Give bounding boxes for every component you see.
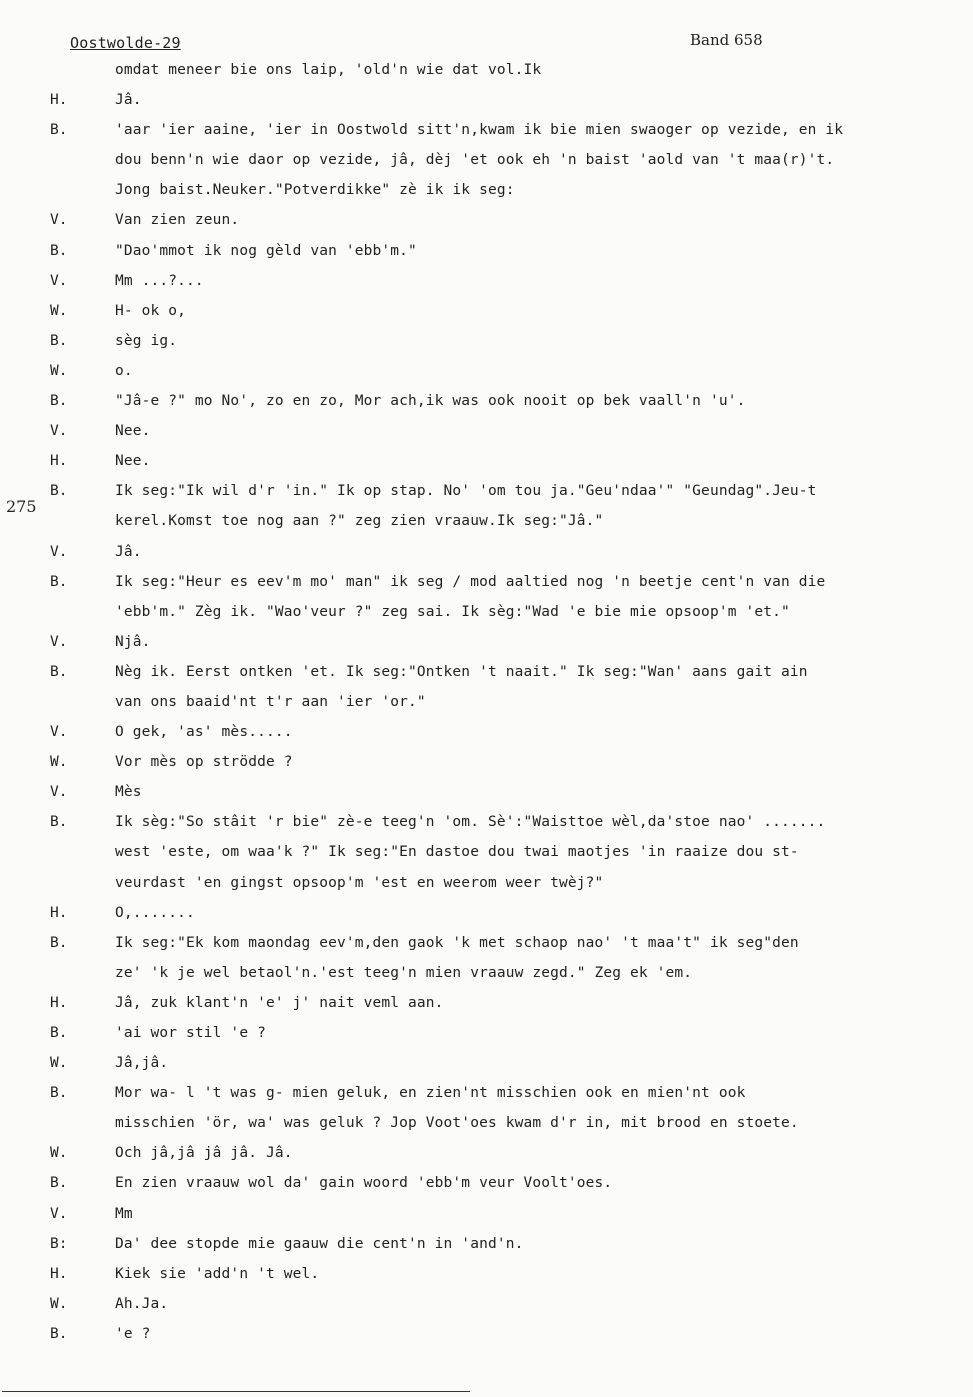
speaker-label: W. (50, 302, 68, 319)
transcript-line (0, 632, 973, 662)
utterance-text: 'e ? (115, 1325, 151, 1342)
utterance-text: sèg ig. (115, 332, 178, 349)
speaker-label: V. (50, 1205, 68, 1222)
speaker-label: H. (50, 1265, 68, 1282)
footer-rule (2, 1391, 470, 1392)
speaker-label: B. (50, 393, 68, 410)
transcript-line (0, 963, 973, 993)
margin-line-number: 275 (6, 497, 37, 516)
speaker-label: B. (50, 1025, 68, 1041)
utterance-text: Nèg ik. Eerst ontken 'et. Ik seg:"Ontken 't naait." Ik seg:"Wan' aans gait ain (115, 663, 808, 680)
speaker-label: B. (50, 332, 68, 349)
utterance-text: Jâ, zuk klant'n 'e' j' nait veml aan. (115, 994, 444, 1011)
speaker-label: W. (50, 362, 68, 379)
utterance-text: ze' 'k je wel betaol'n.'est teeg'n mien vraauw zegd." Zeg ek 'em. (115, 964, 693, 981)
transcript-line (0, 481, 973, 511)
utterance-text: Ik seg:"Ik wil d'r 'in." Ik op stap. No' 'om tou ja."Geu'ndaa'" "Geundag".Jeu-t (115, 483, 817, 500)
speaker-label: B: (50, 1235, 68, 1252)
utterance-text: En zien vraauw wol da' gain woord 'ebb'm veur Voolt'oes. (115, 1175, 613, 1192)
transcript-line (0, 361, 973, 391)
transcript-line (0, 933, 973, 963)
speaker-label: B. (50, 122, 68, 139)
utterance-text: Jâ,jâ. (115, 1055, 169, 1072)
transcript-line (0, 873, 973, 903)
transcript-line (0, 572, 973, 602)
speaker-label: B. (50, 1085, 68, 1102)
transcript-line (0, 391, 973, 421)
transcript-line (0, 812, 973, 842)
utterance-text: o. (115, 362, 133, 379)
transcript-line (0, 241, 973, 271)
speaker-label: V. (50, 543, 68, 560)
utterance-text: O,....... (115, 904, 195, 921)
transcript-line (0, 1173, 973, 1203)
transcript-line (0, 150, 973, 180)
speaker-label: W. (50, 1055, 68, 1072)
speaker-label: H. (50, 453, 68, 470)
speaker-label: V. (50, 633, 68, 650)
utterance-text: Jâ. (115, 543, 142, 560)
transcript-line (0, 662, 973, 692)
transcript-line (0, 301, 973, 331)
utterance-text: 'ebb'm." Zèg ik. "Wao'veur ?" zeg sai. Ik sèg:"Wad 'e bie mie opsoop'm 'et." (115, 603, 790, 620)
transcript-line (0, 782, 973, 812)
utterance-text: Jâ. (115, 92, 142, 109)
transcript-line (0, 180, 973, 210)
transcript-line (0, 542, 973, 572)
speaker-label: W. (50, 1145, 68, 1162)
utterance-text: Och jâ,jâ jâ jâ. Jâ. (115, 1145, 293, 1162)
speaker-label: V. (50, 423, 68, 440)
utterance-text: O gek, 'as' mès..... (115, 724, 293, 741)
tape-number: Band 658 (690, 31, 763, 49)
utterance-text: 'aar 'ier aaine, 'ier in Oostwold sitt'n,kwam ik bie mien swaoger op vezide, en ik (115, 122, 844, 139)
utterance-text: Mm (115, 1205, 133, 1222)
transcript-line (0, 1204, 973, 1234)
utterance-text: misschien 'ör, wa' was geluk ? Jop Voot'oes kwam d'r in, mit brood en stoete. (115, 1115, 799, 1132)
speaker-label: W. (50, 754, 68, 771)
transcript-line (0, 60, 973, 90)
speaker-label: B. (50, 1175, 68, 1192)
speaker-label: B. (50, 483, 68, 500)
utterance-text: Njâ. (115, 633, 151, 650)
utterance-text: Da' dee stopde mie gaauw die cent'n in 'and'n. (115, 1235, 524, 1252)
utterance-text: omdat meneer bie ons laip, 'old'n wie dat vol.Ik (115, 62, 542, 78)
transcript-line (0, 752, 973, 782)
utterance-text: Ik seg:"Ek kom maondag eev'm,den gaok 'k met schaop nao' 't maa't" ik seg"den (115, 934, 799, 951)
utterance-text: "Jâ-e ?" mo No', zo en zo, Mor ach,ik was ook nooit op bek vaall'n 'u'. (115, 393, 746, 410)
utterance-text: H- ok o, (115, 302, 187, 319)
utterance-text: Nee. (115, 423, 151, 440)
utterance-text: dou benn'n wie daor op vezide, jâ, dèj 'et ook eh 'n baist 'aold van 't maa(r)'t. (115, 152, 835, 169)
utterance-text: "Dao'mmot ik nog gèld van 'ebb'm." (115, 242, 417, 259)
speaker-label: B. (50, 814, 68, 831)
transcript-line (0, 331, 973, 361)
speaker-label: H. (50, 904, 68, 921)
transcript-line (0, 842, 973, 872)
utterance-text: Ik sèg:"So stâit 'r bie" zè-e teeg'n 'om. Sè':"Waisttoe wèl,da'stoe nao' ....... (115, 814, 826, 831)
utterance-text: kerel.Komst toe nog aan ?" zeg zien vraauw.Ik seg:"Jâ." (115, 513, 604, 530)
utterance-text: veurdast 'en gingst opsoop'm 'est en weerom weer twèj?" (115, 874, 604, 891)
transcript-line (0, 1264, 973, 1294)
speaker-label: V. (50, 724, 68, 741)
transcript-line (0, 451, 973, 481)
utterance-text: Mm ...?... (115, 272, 204, 289)
transcript-line (0, 120, 973, 150)
transcript-line (0, 1143, 973, 1173)
transcript-line (0, 511, 973, 541)
speaker-label: H. (50, 994, 68, 1011)
transcript-line (0, 1234, 973, 1264)
transcript-line (0, 271, 973, 301)
utterance-text: van ons baaid'nt t'r aan 'ier 'or." (115, 693, 426, 710)
speaker-label: V. (50, 272, 68, 289)
transcript-line (0, 90, 973, 120)
utterance-text: Ah.Ja. (115, 1295, 169, 1312)
utterance-text: Van zien zeun. (115, 212, 240, 229)
speaker-label: B. (50, 663, 68, 680)
speaker-label: V. (50, 784, 68, 801)
speaker-label: B. (50, 934, 68, 951)
transcript-line (0, 1324, 973, 1354)
utterance-text: Jong baist.Neuker."Potverdikke" zè ik ik seg: (115, 182, 515, 199)
utterance-text: Mor wa- l 't was g- mien geluk, en zien'nt misschien ook en mien'nt ook (115, 1085, 746, 1102)
transcript-line (0, 210, 973, 240)
speaker-label: H. (50, 92, 68, 109)
speaker-label: B. (50, 1325, 68, 1342)
transcript-line (0, 1083, 973, 1113)
transcript-line (0, 722, 973, 752)
speaker-label: B. (50, 242, 68, 259)
transcript-line (0, 1053, 973, 1083)
speaker-label: V. (50, 212, 68, 229)
speaker-label: B. (50, 573, 68, 590)
document-id: Oostwolde-29 (70, 34, 181, 52)
transcript-line (0, 602, 973, 632)
transcript-line (0, 421, 973, 451)
transcript-line (0, 903, 973, 933)
transcript-line (0, 692, 973, 722)
utterance-text: Nee. (115, 453, 151, 470)
transcript-line (0, 1023, 973, 1053)
utterance-text: west 'este, om waa'k ?" Ik seg:"En dastoe dou twai maotjes 'in raaize dou st- (115, 844, 799, 861)
utterance-text: 'ai wor stil 'e ? (115, 1025, 266, 1041)
transcript-line (0, 1294, 973, 1324)
transcript-line (0, 993, 973, 1023)
speaker-label: W. (50, 1295, 68, 1312)
utterance-text: Kiek sie 'add'n 't wel. (115, 1265, 320, 1282)
transcript-body (0, 60, 973, 1354)
utterance-text: Vor mès op strödde ? (115, 754, 293, 771)
utterance-text: Mès (115, 784, 142, 801)
transcript-line (0, 1113, 973, 1143)
utterance-text: Ik seg:"Heur es eev'm mo' man" ik seg / mod aaltied nog 'n beetje cent'n van die (115, 573, 826, 590)
